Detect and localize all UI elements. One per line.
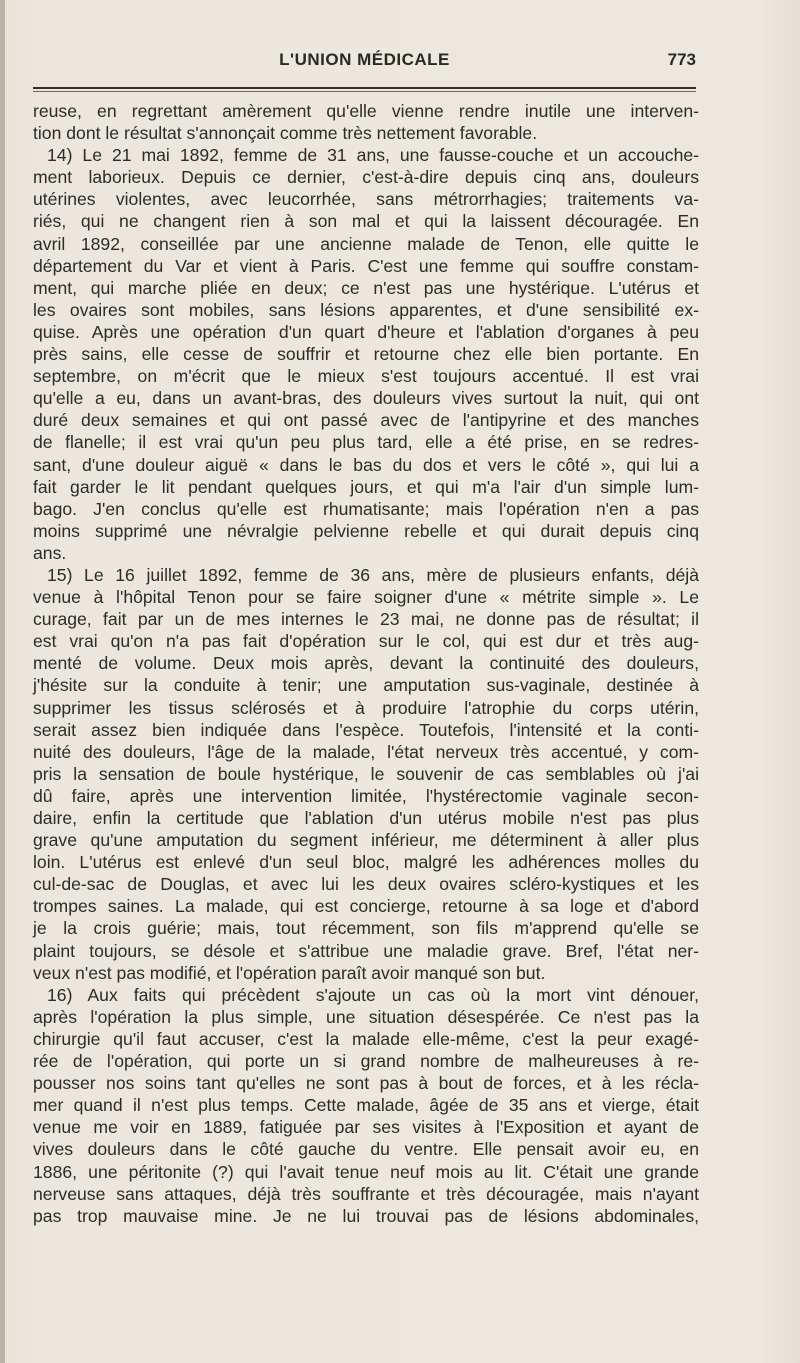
- text-line: riés, qui ne changent rien à son mal et qui la laissent découragée. En: [33, 211, 699, 232]
- text-line: pas trop mauvaise mine. Je ne lui trouvai pas de lésions abdominales,: [33, 1205, 699, 1226]
- text-line: 16) Aux faits qui précèdent s'ajoute un cas où la mort vint dénouer,: [47, 984, 699, 1005]
- text-line: nuité des douleurs, l'âge de la malade, l'état nerveux très accentué, y com-: [33, 741, 699, 762]
- page-number: 773: [667, 50, 696, 69]
- text-line: reuse, en regrettant amèrement qu'elle vienne rendre inutile une interven-: [33, 101, 699, 121]
- text-line: veux n'est pas modifié, et l'opération paraît avoir manqué son but.: [33, 962, 546, 983]
- text-line: j'hésite sur la conduite à tenir; une amputation sus-vaginale, destinée à: [33, 675, 699, 696]
- page-binding-edge: [0, 0, 5, 1363]
- text-line: quise. Après une opération d'un quart d'heure et l'ablation d'organes à peu: [33, 321, 699, 342]
- text-line: menté de volume. Deux mois après, devant la continuité des douleurs,: [33, 653, 699, 674]
- text-line: bago. J'en conclus qu'elle est rhumatisante; mais l'opération n'en a pas: [33, 498, 699, 519]
- text-line: supprimer les tissus sclérosés et à produire l'atrophie du corps utérin,: [33, 697, 699, 718]
- text-line: utérines violentes, avec leucorrhée, sans métrorrhagies; traitements va-: [33, 189, 699, 210]
- text-line: moins supprimé une névralgie pelvienne rebelle et qui durait depuis cinq: [33, 520, 699, 541]
- text-line: pousser nos soins tant qu'elles ne sont pas à bout de forces, et à les récla-: [33, 1073, 699, 1094]
- text-line: ment, qui marche pliée en deux; ce n'est pas une hystérique. L'utérus et: [33, 277, 699, 298]
- text-line: duré deux semaines et qui ont passé avec de l'antipyrine et des manches: [33, 410, 699, 431]
- text-line: de flanelle; il est vrai qu'un peu plus tard, elle a été prise, en se redres-: [33, 432, 699, 453]
- text-line: loin. L'utérus est enlevé d'un seul bloc, malgré les adhérences molles du: [33, 852, 699, 873]
- text-line: plaint toujours, se désole et s'attribue une maladie grave. Bref, l'état ner-: [33, 940, 699, 961]
- text-line: 1886, une péritonite (?) qui l'avait tenue neuf mois au lit. C'était une grande: [33, 1161, 699, 1182]
- text-line: 14) Le 21 mai 1892, femme de 31 ans, une fausse-couche et un accouche-: [47, 145, 699, 166]
- text-line: département du Var et vient à Paris. C'est une femme qui souffre constam-: [33, 255, 699, 276]
- text-line: est vrai qu'on n'a pas fait d'opération sur le col, qui est dur et très aug-: [33, 631, 699, 652]
- text-line: curage, fait par un de mes internes le 23 mai, ne donne pas de résultat; il: [33, 609, 699, 630]
- text-line: grave qu'une amputation du segment inférieur, me déterminent à aller plus: [33, 830, 699, 851]
- text-line: nerveuse sans attaques, déjà très souffrante et très découragée, mais n'ayant: [33, 1183, 699, 1204]
- text-line: ment laborieux. Depuis ce dernier, c'est-à-dire depuis cinq ans, douleurs: [33, 167, 699, 188]
- text-line: venue à l'hôpital Tenon pour se faire soigner d'une « métrite simple ». Le: [33, 587, 699, 608]
- text-line: près sains, elle cesse de souffrir et retourne chez elle bien portante. En: [33, 344, 699, 365]
- text-line: dû faire, après une intervention limitée, l'hystérectomie vaginale secon-: [33, 785, 699, 806]
- text-line: chirurgie qu'il faut accuser, c'est la malade elle-même, c'est la peur exagé-: [33, 1028, 699, 1049]
- text-line: les ovaires sont mobiles, sans lésions apparentes, et d'une sensibilité ex-: [33, 299, 699, 320]
- text-line: trompes saines. La malade, qui est concierge, retourne à sa loge et d'abord: [33, 896, 699, 917]
- text-line: mer quand il n'est plus temps. Cette malade, âgée de 35 ans et vierge, était: [33, 1095, 699, 1116]
- text-line: avril 1892, conseillée par une ancienne malade de Tenon, elle quitte le: [33, 233, 699, 254]
- page-header: [33, 50, 696, 80]
- text-line: sant, d'une douleur aiguë « dans le bas du dos et vers le côté », qui lui a: [33, 454, 699, 475]
- text-line: pris la sensation de boule hystérique, le souvenir de cas semblables où j'ai: [33, 763, 699, 784]
- text-line: vives douleurs dans le côté gauche du ventre. Elle pensait avoir eu, en: [33, 1139, 699, 1160]
- text-line: fait garder le lit pendant quelques jours, et qui m'a l'air d'un simple lum-: [33, 476, 699, 497]
- text-line: ans.: [33, 542, 67, 563]
- text-line: daire, enfin la certitude que l'ablation d'un utérus mobile n'est pas plus: [33, 808, 699, 828]
- text-line: 15) Le 16 juillet 1892, femme de 36 ans, mère de plusieurs enfants, déjà: [47, 564, 699, 585]
- text-line: rée de l'opération, qui porte un si grand nombre de malheureuses à re-: [33, 1051, 699, 1072]
- text-line: cul-de-sac de Douglas, et avec lui les deux ovaires scléro-kystiques et les: [33, 874, 699, 895]
- running-title: L'UNION MÉDICALE: [279, 50, 450, 69]
- text-line: après l'opération la plus simple, une situation désespérée. Ce n'est pas la: [33, 1006, 699, 1027]
- text-line: septembre, on m'écrit que le mieux s'est toujours accentué. Il est vrai: [33, 366, 699, 387]
- text-line: serait assez bien indiquée dans l'espèce. Toutefois, l'intensité et la conti-: [33, 719, 699, 740]
- text-line: je la crois guérie; mais, tout récemment, son fils m'apprend qu'elle se: [33, 918, 699, 939]
- text-line: venue me voir en 1889, fatiguée par ses visites à l'Exposition et ayant de: [33, 1117, 699, 1138]
- body-text: [33, 100, 699, 1227]
- text-line: tion dont le résultat s'annonçait comme très nettement favorable.: [33, 123, 538, 144]
- header-rule: [33, 87, 696, 89]
- header-rule-thin: [33, 91, 696, 92]
- text-line: qu'elle a eu, dans un avant-bras, des douleurs vives surtout la nuit, qui ont: [33, 388, 699, 409]
